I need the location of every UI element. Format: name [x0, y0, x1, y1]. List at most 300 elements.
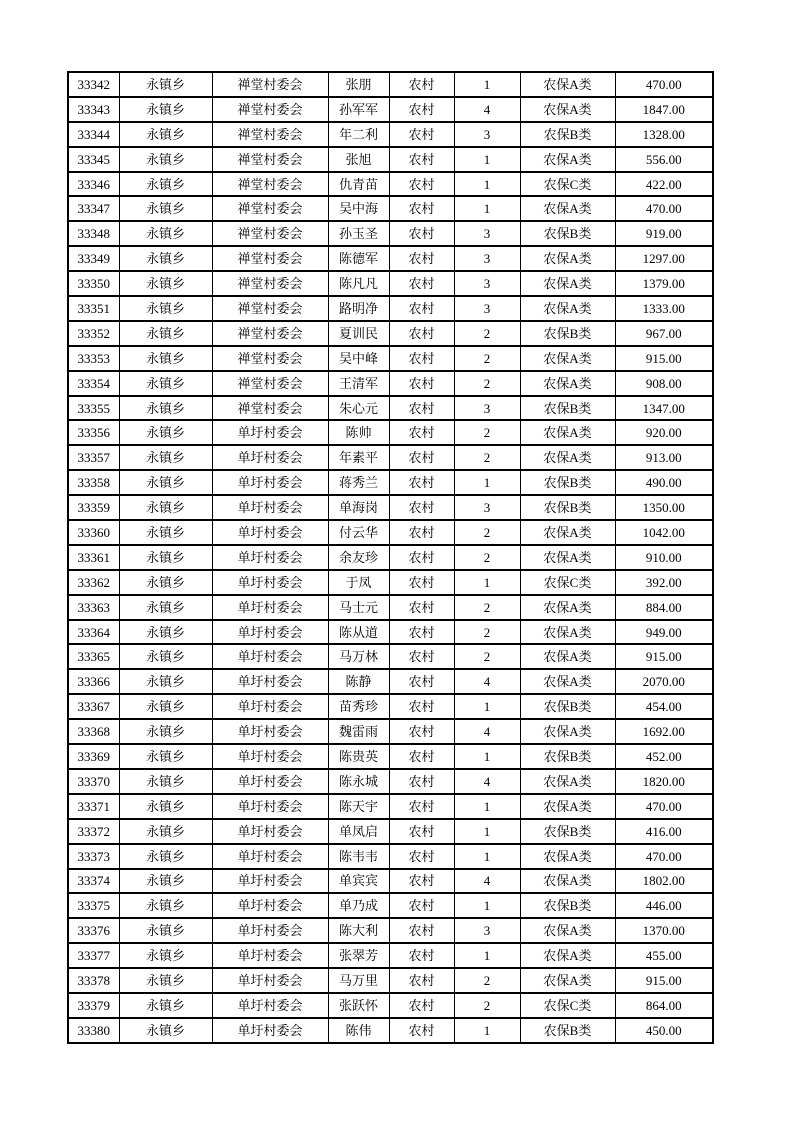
person-name-cell: 陈从道	[328, 620, 389, 645]
amount-cell: 1820.00	[615, 769, 713, 794]
residence-type-cell: 农村	[389, 97, 454, 122]
village-committee-cell: 单圩村委会	[212, 694, 328, 719]
table-row	[68, 694, 713, 719]
person-name-cell: 马万里	[328, 968, 389, 993]
residence-type-cell: 农村	[389, 869, 454, 894]
record-id-cell: 33373	[68, 844, 119, 869]
person-count-cell: 1	[454, 172, 520, 197]
person-name-cell: 陈德军	[328, 246, 389, 271]
person-count-cell: 3	[454, 271, 520, 296]
record-id-cell: 33380	[68, 1018, 119, 1043]
residence-type-cell: 农村	[389, 644, 454, 669]
village-committee-cell: 禅堂村委会	[212, 246, 328, 271]
record-id-cell: 33357	[68, 445, 119, 470]
residence-type-cell: 农村	[389, 196, 454, 221]
person-name-cell: 路明净	[328, 296, 389, 321]
village-committee-cell: 单圩村委会	[212, 470, 328, 495]
insurance-category-cell: 农保A类	[520, 869, 615, 894]
residence-type-cell: 农村	[389, 221, 454, 246]
person-count-cell: 1	[454, 844, 520, 869]
residence-type-cell: 农村	[389, 694, 454, 719]
residence-type-cell: 农村	[389, 122, 454, 147]
person-name-cell: 孙军军	[328, 97, 389, 122]
person-name-cell: 陈静	[328, 669, 389, 694]
person-count-cell: 2	[454, 520, 520, 545]
person-count-cell: 1	[454, 570, 520, 595]
township-cell: 永镇乡	[119, 694, 212, 719]
residence-type-cell: 农村	[389, 1018, 454, 1043]
insurance-category-cell: 农保A类	[520, 595, 615, 620]
insurance-category-cell: 农保B类	[520, 819, 615, 844]
insurance-category-cell: 农保A类	[520, 520, 615, 545]
village-committee-cell: 禅堂村委会	[212, 371, 328, 396]
residence-type-cell: 农村	[389, 620, 454, 645]
table-row	[68, 844, 713, 869]
insurance-category-cell: 农保A类	[520, 420, 615, 445]
person-name-cell: 陈永城	[328, 769, 389, 794]
person-count-cell: 1	[454, 196, 520, 221]
township-cell: 永镇乡	[119, 72, 212, 97]
amount-cell: 1379.00	[615, 271, 713, 296]
amount-cell: 864.00	[615, 993, 713, 1018]
township-cell: 永镇乡	[119, 769, 212, 794]
person-name-cell: 付云华	[328, 520, 389, 545]
table-row	[68, 172, 713, 197]
person-count-cell: 2	[454, 620, 520, 645]
insurance-category-cell: 农保A类	[520, 669, 615, 694]
record-id-cell: 33376	[68, 918, 119, 943]
person-name-cell: 陈韦韦	[328, 844, 389, 869]
township-cell: 永镇乡	[119, 147, 212, 172]
record-id-cell: 33370	[68, 769, 119, 794]
table-row	[68, 769, 713, 794]
record-id-cell: 33358	[68, 470, 119, 495]
amount-cell: 908.00	[615, 371, 713, 396]
township-cell: 永镇乡	[119, 296, 212, 321]
person-name-cell: 魏雷雨	[328, 719, 389, 744]
amount-cell: 949.00	[615, 620, 713, 645]
residence-type-cell: 农村	[389, 470, 454, 495]
village-committee-cell: 禅堂村委会	[212, 271, 328, 296]
amount-cell: 470.00	[615, 72, 713, 97]
township-cell: 永镇乡	[119, 545, 212, 570]
township-cell: 永镇乡	[119, 420, 212, 445]
village-committee-cell: 单圩村委会	[212, 968, 328, 993]
amount-cell: 446.00	[615, 893, 713, 918]
record-id-cell: 33355	[68, 396, 119, 421]
record-id-cell: 33356	[68, 420, 119, 445]
amount-cell: 416.00	[615, 819, 713, 844]
village-committee-cell: 单圩村委会	[212, 545, 328, 570]
village-committee-cell: 禅堂村委会	[212, 147, 328, 172]
person-count-cell: 4	[454, 869, 520, 894]
insurance-category-cell: 农保A类	[520, 918, 615, 943]
township-cell: 永镇乡	[119, 470, 212, 495]
township-cell: 永镇乡	[119, 719, 212, 744]
table-row	[68, 72, 713, 97]
insurance-category-cell: 农保B类	[520, 122, 615, 147]
person-name-cell: 陈伟	[328, 1018, 389, 1043]
table-row	[68, 271, 713, 296]
township-cell: 永镇乡	[119, 620, 212, 645]
table-row	[68, 719, 713, 744]
table-row	[68, 1018, 713, 1043]
person-name-cell: 夏训民	[328, 321, 389, 346]
record-id-cell: 33371	[68, 794, 119, 819]
township-cell: 永镇乡	[119, 321, 212, 346]
amount-cell: 490.00	[615, 470, 713, 495]
insurance-category-cell: 农保B类	[520, 396, 615, 421]
insurance-category-cell: 农保B类	[520, 744, 615, 769]
residence-type-cell: 农村	[389, 296, 454, 321]
insurance-category-cell: 农保A类	[520, 72, 615, 97]
table-row	[68, 246, 713, 271]
insurance-category-cell: 农保A类	[520, 147, 615, 172]
person-count-cell: 2	[454, 644, 520, 669]
person-count-cell: 3	[454, 296, 520, 321]
insurance-category-cell: 农保A类	[520, 271, 615, 296]
village-committee-cell: 单圩村委会	[212, 918, 328, 943]
person-count-cell: 2	[454, 993, 520, 1018]
township-cell: 永镇乡	[119, 968, 212, 993]
person-name-cell: 陈贵英	[328, 744, 389, 769]
record-id-cell: 33374	[68, 869, 119, 894]
amount-cell: 1370.00	[615, 918, 713, 943]
table-row	[68, 371, 713, 396]
insurance-category-cell: 农保A类	[520, 620, 615, 645]
residence-type-cell: 农村	[389, 570, 454, 595]
village-committee-cell: 禅堂村委会	[212, 97, 328, 122]
township-cell: 永镇乡	[119, 520, 212, 545]
insurance-category-cell: 农保A类	[520, 371, 615, 396]
table-row	[68, 520, 713, 545]
township-cell: 永镇乡	[119, 644, 212, 669]
amount-cell: 1333.00	[615, 296, 713, 321]
residence-type-cell: 农村	[389, 271, 454, 296]
township-cell: 永镇乡	[119, 196, 212, 221]
person-count-cell: 1	[454, 147, 520, 172]
record-id-cell: 33369	[68, 744, 119, 769]
village-committee-cell: 单圩村委会	[212, 420, 328, 445]
record-id-cell: 33349	[68, 246, 119, 271]
table-row	[68, 819, 713, 844]
record-id-cell: 33348	[68, 221, 119, 246]
table-row	[68, 420, 713, 445]
amount-cell: 913.00	[615, 445, 713, 470]
amount-cell: 915.00	[615, 968, 713, 993]
residence-type-cell: 农村	[389, 769, 454, 794]
insurance-category-cell: 农保B类	[520, 495, 615, 520]
record-id-cell: 33354	[68, 371, 119, 396]
residence-type-cell: 农村	[389, 346, 454, 371]
amount-cell: 1847.00	[615, 97, 713, 122]
person-name-cell: 蒋秀兰	[328, 470, 389, 495]
village-committee-cell: 单圩村委会	[212, 744, 328, 769]
amount-cell: 2070.00	[615, 669, 713, 694]
village-committee-cell: 单圩村委会	[212, 769, 328, 794]
amount-cell: 556.00	[615, 147, 713, 172]
amount-cell: 1328.00	[615, 122, 713, 147]
person-count-cell: 3	[454, 495, 520, 520]
person-count-cell: 3	[454, 122, 520, 147]
person-name-cell: 单宾宾	[328, 869, 389, 894]
village-committee-cell: 禅堂村委会	[212, 396, 328, 421]
township-cell: 永镇乡	[119, 918, 212, 943]
person-name-cell: 吴中峰	[328, 346, 389, 371]
person-name-cell: 陈大利	[328, 918, 389, 943]
person-name-cell: 王清军	[328, 371, 389, 396]
pension-table-body	[68, 72, 713, 1043]
table-row	[68, 570, 713, 595]
amount-cell: 450.00	[615, 1018, 713, 1043]
residence-type-cell: 农村	[389, 520, 454, 545]
insurance-category-cell: 农保A类	[520, 296, 615, 321]
table-row	[68, 794, 713, 819]
person-name-cell: 单海岗	[328, 495, 389, 520]
table-row	[68, 122, 713, 147]
record-id-cell: 33350	[68, 271, 119, 296]
table-row	[68, 396, 713, 421]
residence-type-cell: 农村	[389, 371, 454, 396]
amount-cell: 1802.00	[615, 869, 713, 894]
amount-cell: 452.00	[615, 744, 713, 769]
township-cell: 永镇乡	[119, 595, 212, 620]
township-cell: 永镇乡	[119, 993, 212, 1018]
person-name-cell: 吴中海	[328, 196, 389, 221]
amount-cell: 454.00	[615, 694, 713, 719]
record-id-cell: 33352	[68, 321, 119, 346]
insurance-category-cell: 农保B类	[520, 1018, 615, 1043]
residence-type-cell: 农村	[389, 993, 454, 1018]
township-cell: 永镇乡	[119, 346, 212, 371]
table-row	[68, 196, 713, 221]
township-cell: 永镇乡	[119, 371, 212, 396]
residence-type-cell: 农村	[389, 396, 454, 421]
person-name-cell: 年二利	[328, 122, 389, 147]
township-cell: 永镇乡	[119, 122, 212, 147]
amount-cell: 1692.00	[615, 719, 713, 744]
township-cell: 永镇乡	[119, 794, 212, 819]
person-name-cell: 张旭	[328, 147, 389, 172]
village-committee-cell: 单圩村委会	[212, 1018, 328, 1043]
table-row	[68, 968, 713, 993]
record-id-cell: 33343	[68, 97, 119, 122]
village-committee-cell: 单圩村委会	[212, 520, 328, 545]
record-id-cell: 33379	[68, 993, 119, 1018]
village-committee-cell: 禅堂村委会	[212, 172, 328, 197]
person-name-cell: 于凤	[328, 570, 389, 595]
amount-cell: 1042.00	[615, 520, 713, 545]
table-row	[68, 495, 713, 520]
person-count-cell: 3	[454, 221, 520, 246]
insurance-category-cell: 农保A类	[520, 644, 615, 669]
record-id-cell: 33346	[68, 172, 119, 197]
insurance-category-cell: 农保A类	[520, 719, 615, 744]
residence-type-cell: 农村	[389, 943, 454, 968]
record-id-cell: 33372	[68, 819, 119, 844]
person-count-cell: 1	[454, 470, 520, 495]
amount-cell: 967.00	[615, 321, 713, 346]
table-row	[68, 470, 713, 495]
residence-type-cell: 农村	[389, 420, 454, 445]
record-id-cell: 33368	[68, 719, 119, 744]
record-id-cell: 33365	[68, 644, 119, 669]
amount-cell: 1297.00	[615, 246, 713, 271]
person-name-cell: 单乃成	[328, 893, 389, 918]
township-cell: 永镇乡	[119, 221, 212, 246]
pension-records-table	[67, 71, 714, 1044]
insurance-category-cell: 农保B类	[520, 893, 615, 918]
record-id-cell: 33363	[68, 595, 119, 620]
insurance-category-cell: 农保A类	[520, 968, 615, 993]
township-cell: 永镇乡	[119, 570, 212, 595]
record-id-cell: 33364	[68, 620, 119, 645]
record-id-cell: 33361	[68, 545, 119, 570]
person-count-cell: 2	[454, 595, 520, 620]
record-id-cell: 33360	[68, 520, 119, 545]
person-count-cell: 2	[454, 321, 520, 346]
amount-cell: 1347.00	[615, 396, 713, 421]
township-cell: 永镇乡	[119, 869, 212, 894]
person-count-cell: 2	[454, 371, 520, 396]
person-name-cell: 陈帅	[328, 420, 389, 445]
person-name-cell: 单凤启	[328, 819, 389, 844]
amount-cell: 910.00	[615, 545, 713, 570]
village-committee-cell: 单圩村委会	[212, 893, 328, 918]
person-count-cell: 3	[454, 396, 520, 421]
person-name-cell: 余友珍	[328, 545, 389, 570]
table-row	[68, 97, 713, 122]
residence-type-cell: 农村	[389, 719, 454, 744]
village-committee-cell: 禅堂村委会	[212, 296, 328, 321]
person-count-cell: 1	[454, 72, 520, 97]
person-count-cell: 1	[454, 694, 520, 719]
record-id-cell: 33375	[68, 893, 119, 918]
residence-type-cell: 农村	[389, 595, 454, 620]
table-row	[68, 545, 713, 570]
township-cell: 永镇乡	[119, 445, 212, 470]
residence-type-cell: 农村	[389, 794, 454, 819]
person-count-cell: 2	[454, 445, 520, 470]
person-count-cell: 1	[454, 819, 520, 844]
person-count-cell: 4	[454, 97, 520, 122]
amount-cell: 392.00	[615, 570, 713, 595]
village-committee-cell: 禅堂村委会	[212, 221, 328, 246]
residence-type-cell: 农村	[389, 445, 454, 470]
record-id-cell: 33378	[68, 968, 119, 993]
table-row	[68, 147, 713, 172]
village-committee-cell: 单圩村委会	[212, 669, 328, 694]
person-count-cell: 1	[454, 943, 520, 968]
township-cell: 永镇乡	[119, 271, 212, 296]
record-id-cell: 33362	[68, 570, 119, 595]
village-committee-cell: 单圩村委会	[212, 495, 328, 520]
amount-cell: 422.00	[615, 172, 713, 197]
person-name-cell: 马万林	[328, 644, 389, 669]
insurance-category-cell: 农保A类	[520, 844, 615, 869]
amount-cell: 920.00	[615, 420, 713, 445]
township-cell: 永镇乡	[119, 172, 212, 197]
table-row	[68, 893, 713, 918]
residence-type-cell: 农村	[389, 918, 454, 943]
record-id-cell: 33353	[68, 346, 119, 371]
person-count-cell: 4	[454, 669, 520, 694]
township-cell: 永镇乡	[119, 844, 212, 869]
table-row	[68, 644, 713, 669]
village-committee-cell: 单圩村委会	[212, 595, 328, 620]
record-id-cell: 33351	[68, 296, 119, 321]
village-committee-cell: 禅堂村委会	[212, 346, 328, 371]
record-id-cell: 33377	[68, 943, 119, 968]
village-committee-cell: 单圩村委会	[212, 620, 328, 645]
village-committee-cell: 单圩村委会	[212, 719, 328, 744]
person-name-cell: 陈凡凡	[328, 271, 389, 296]
residence-type-cell: 农村	[389, 172, 454, 197]
township-cell: 永镇乡	[119, 97, 212, 122]
person-count-cell: 2	[454, 545, 520, 570]
table-row	[68, 321, 713, 346]
amount-cell: 470.00	[615, 196, 713, 221]
amount-cell: 919.00	[615, 221, 713, 246]
village-committee-cell: 单圩村委会	[212, 445, 328, 470]
table-row	[68, 620, 713, 645]
record-id-cell: 33347	[68, 196, 119, 221]
record-id-cell: 33342	[68, 72, 119, 97]
person-count-cell: 1	[454, 1018, 520, 1043]
person-count-cell: 4	[454, 719, 520, 744]
township-cell: 永镇乡	[119, 669, 212, 694]
table-row	[68, 346, 713, 371]
village-committee-cell: 单圩村委会	[212, 794, 328, 819]
table-row	[68, 918, 713, 943]
amount-cell: 884.00	[615, 595, 713, 620]
village-committee-cell: 单圩村委会	[212, 993, 328, 1018]
person-count-cell: 3	[454, 246, 520, 271]
amount-cell: 470.00	[615, 794, 713, 819]
amount-cell: 915.00	[615, 346, 713, 371]
person-count-cell: 4	[454, 769, 520, 794]
person-count-cell: 2	[454, 968, 520, 993]
person-name-cell: 张朋	[328, 72, 389, 97]
village-committee-cell: 禅堂村委会	[212, 321, 328, 346]
insurance-category-cell: 农保A类	[520, 346, 615, 371]
person-name-cell: 孙玉圣	[328, 221, 389, 246]
residence-type-cell: 农村	[389, 246, 454, 271]
person-name-cell: 张跃怀	[328, 993, 389, 1018]
record-id-cell: 33367	[68, 694, 119, 719]
township-cell: 永镇乡	[119, 744, 212, 769]
township-cell: 永镇乡	[119, 246, 212, 271]
table-row	[68, 445, 713, 470]
amount-cell: 455.00	[615, 943, 713, 968]
village-committee-cell: 禅堂村委会	[212, 72, 328, 97]
village-committee-cell: 单圩村委会	[212, 644, 328, 669]
table-row	[68, 993, 713, 1018]
village-committee-cell: 禅堂村委会	[212, 196, 328, 221]
table-row	[68, 669, 713, 694]
residence-type-cell: 农村	[389, 844, 454, 869]
person-name-cell: 陈天宇	[328, 794, 389, 819]
table-row	[68, 943, 713, 968]
village-committee-cell: 单圩村委会	[212, 943, 328, 968]
person-name-cell: 仇青苗	[328, 172, 389, 197]
person-count-cell: 2	[454, 420, 520, 445]
table-row	[68, 869, 713, 894]
insurance-category-cell: 农保A类	[520, 943, 615, 968]
amount-cell: 915.00	[615, 644, 713, 669]
insurance-category-cell: 农保A类	[520, 445, 615, 470]
insurance-category-cell: 农保B类	[520, 221, 615, 246]
